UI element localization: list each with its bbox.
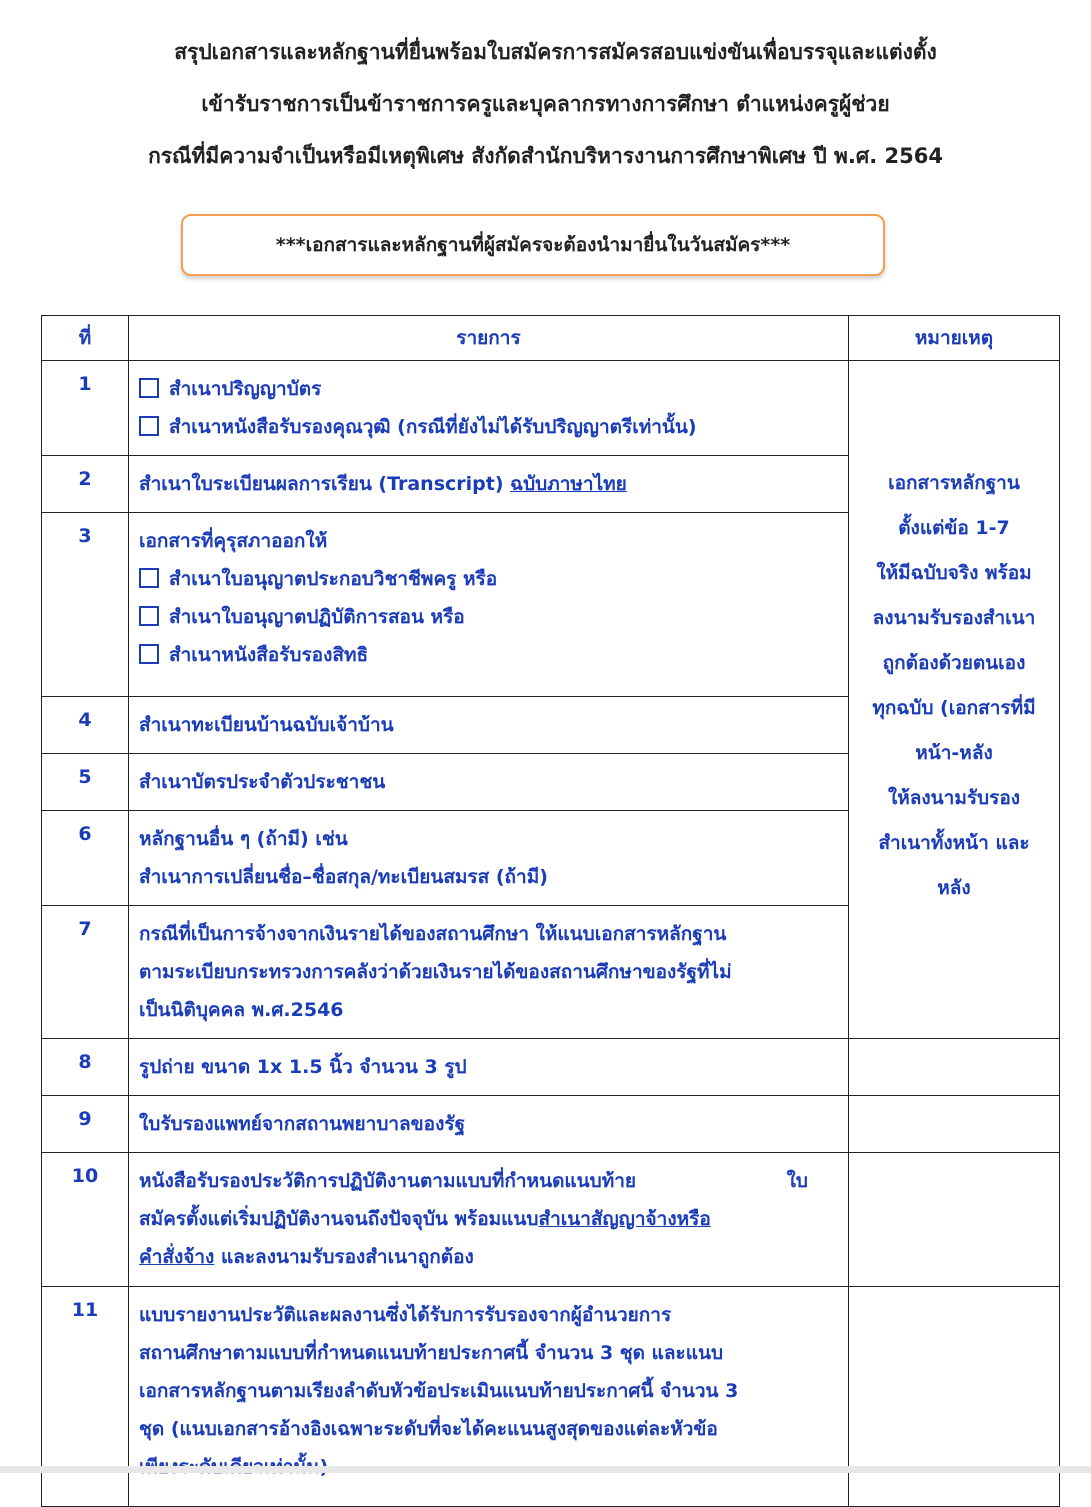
document-table (41, 315, 1060, 1507)
row-item (129, 361, 849, 456)
row-number: 3 (42, 513, 129, 697)
item-text: หนังสือรับรองประวัติการปฏิบัติงานตามแบบที่กำหนดแนบท้าย (139, 1170, 637, 1192)
item-text: เอกสารที่คุรุสภาออกให้ (139, 530, 328, 552)
header-remark: หมายเหตุ (849, 316, 1060, 361)
table-header-row (42, 316, 1060, 361)
remark-line: เอกสารหลักฐาน (888, 472, 1020, 494)
item-text: ใบรับรองแพทย์จากสถานพยาบาลของรัฐ (139, 1113, 466, 1135)
item-text: สำเนาใบอนุญาตประกอบวิชาชีพครู หรือ (169, 568, 498, 590)
item-text: สำเนาการเปลี่ยนชื่อ–ชื่อสกุล/ทะเบียนสมรส (ถ้ามี) (139, 866, 548, 888)
row-number: 8 (42, 1039, 129, 1096)
remark-line: สำเนาทั้งหน้า และ (878, 832, 1030, 854)
table-row (42, 1096, 1060, 1153)
table-row (42, 1039, 1060, 1096)
item-text: เป็นนิติบุคคล พ.ศ.2546 (139, 999, 344, 1021)
row-item (129, 811, 849, 906)
remark-line: ให้มีฉบับจริง พร้อม (876, 562, 1032, 584)
row-item (129, 1039, 849, 1096)
remark-line: ตั้งแต่ข้อ 1-7 (898, 517, 1010, 539)
item-text: หลักฐานอื่น ๆ (ถ้ามี) เช่น (139, 828, 348, 850)
item-text-underlined: คำสั่งจ้าง (139, 1246, 215, 1268)
row-item (129, 1153, 849, 1287)
row-number: 2 (42, 456, 129, 513)
row-number: 7 (42, 906, 129, 1039)
checkbox[interactable] (139, 644, 159, 664)
table-row (42, 1153, 1060, 1287)
row-number: 10 (42, 1153, 129, 1287)
header-no: ที่ (42, 316, 129, 361)
remark-line: ทุกฉบับ (เอกสารที่มี (872, 697, 1036, 719)
item-text-underlined: สำเนาสัญญาจ้างหรือ (538, 1208, 711, 1230)
item-text: รูปถ่าย ขนาด 1x 1.5 นิ้ว จำนวน 3 รูป (139, 1056, 467, 1078)
row-item (129, 1287, 849, 1507)
row-item (129, 513, 849, 697)
remark-empty (849, 1096, 1060, 1153)
item-text: สำเนาใบระเบียนผลการเรียน (Transcript) (139, 473, 511, 495)
remark-line: หลัง (937, 877, 971, 899)
title-line-3: กรณีที่มีความจำเป็นหรือมีเหตุพิเศษ สังกัดสำนักบริหารงานการศึกษาพิเศษ ปี พ.ศ. 2564 (148, 144, 943, 168)
item-text: เอกสารหลักฐานตามเรียงลำดับหัวข้อประเมินแนบท้ายประกาศนี้ จำนวน 3 (139, 1380, 739, 1402)
title-line-2: เข้ารับราชการเป็นข้าราชการครูและบุคลากรทางการศึกษา ตำแหน่งครูผู้ช่วย (201, 92, 890, 116)
table-row (42, 361, 1060, 456)
table-row (42, 1287, 1060, 1507)
remark-line: ถูกต้องด้วยตนเอง (882, 652, 1026, 674)
page-bottom-edge (0, 1466, 1091, 1473)
remark-line: หน้า-หลัง (915, 742, 993, 764)
checkbox[interactable] (139, 568, 159, 588)
item-text: สำเนาบัตรประจำตัวประชาชน (139, 771, 386, 793)
checkbox[interactable] (139, 378, 159, 398)
row-item (129, 456, 849, 513)
item-text: สำเนาหนังสือรับรองคุณวุฒิ (กรณีที่ยังไม่ได้รับปริญญาตรีเท่านั้น) (169, 416, 697, 438)
item-text: ชุด (แนบเอกสารอ้างอิงเฉพาะระดับที่จะได้คะแนนสูงสุดของแต่ละหัวข้อ (139, 1418, 718, 1440)
item-text: สำเนาปริญญาบัตร (169, 378, 322, 400)
item-text: ตามระเบียบกระทรวงการคลังว่าด้วยเงินรายได้ของสถานศึกษาของรัฐที่ไม่ (139, 961, 732, 983)
row-number: 6 (42, 811, 129, 906)
checkbox[interactable] (139, 606, 159, 626)
item-text-underlined: ฉบับภาษาไทย (510, 473, 627, 495)
item-text: สำเนาใบอนุญาตปฏิบัติการสอน หรือ (169, 606, 465, 628)
row-number: 4 (42, 697, 129, 754)
remark-empty (849, 1039, 1060, 1096)
row-number: 9 (42, 1096, 129, 1153)
row-item (129, 754, 849, 811)
row-number: 5 (42, 754, 129, 811)
remark-cell (849, 361, 1060, 1039)
item-text: แบบรายงานประวัติและผลงานซึ่งได้รับการรับรองจากผู้อำนวยการ (139, 1304, 672, 1326)
item-text: สถานศึกษาตามแบบที่กำหนดแนบท้ายประกาศนี้ จำนวน 3 ชุด และแนบ (139, 1342, 724, 1364)
title-line-1: สรุปเอกสารและหลักฐานที่ยื่นพร้อมใบสมัครการสมัครสอบแข่งขันเพื่อบรรจุและแต่งตั้ง (174, 40, 937, 64)
header-item: รายการ (129, 316, 849, 361)
row-number: 1 (42, 361, 129, 456)
notice-text: ***เอกสารและหลักฐานที่ผู้สมัครจะต้องนำมายื่นในวันสมัคร*** (275, 234, 791, 256)
checkbox[interactable] (139, 416, 159, 436)
remark-empty (849, 1287, 1060, 1507)
notice-box (181, 214, 885, 276)
remark-empty (849, 1153, 1060, 1287)
row-item (129, 697, 849, 754)
remark-line: ให้ลงนามรับรอง (887, 787, 1021, 809)
row-item (129, 1096, 849, 1153)
item-text: สำเนาหนังสือรับรองสิทธิ (169, 644, 369, 666)
item-text: กรณีที่เป็นการจ้างจากเงินรายได้ของสถานศึกษา ให้แนบเอกสารหลักฐาน (139, 923, 727, 945)
item-text: สมัครตั้งแต่เริ่มปฏิบัติงานจนถึงปัจจุบัน พร้อมแนบ (139, 1208, 539, 1230)
row-number: 11 (42, 1287, 129, 1507)
remark-line: ลงนามรับรองสำเนา (872, 607, 1036, 629)
item-text: และลงนามรับรองสำเนาถูกต้อง (214, 1246, 474, 1268)
row-item (129, 906, 849, 1039)
item-text: สำเนาทะเบียนบ้านฉบับเจ้าบ้าน (139, 714, 394, 736)
item-text: ใบ (786, 1170, 808, 1192)
